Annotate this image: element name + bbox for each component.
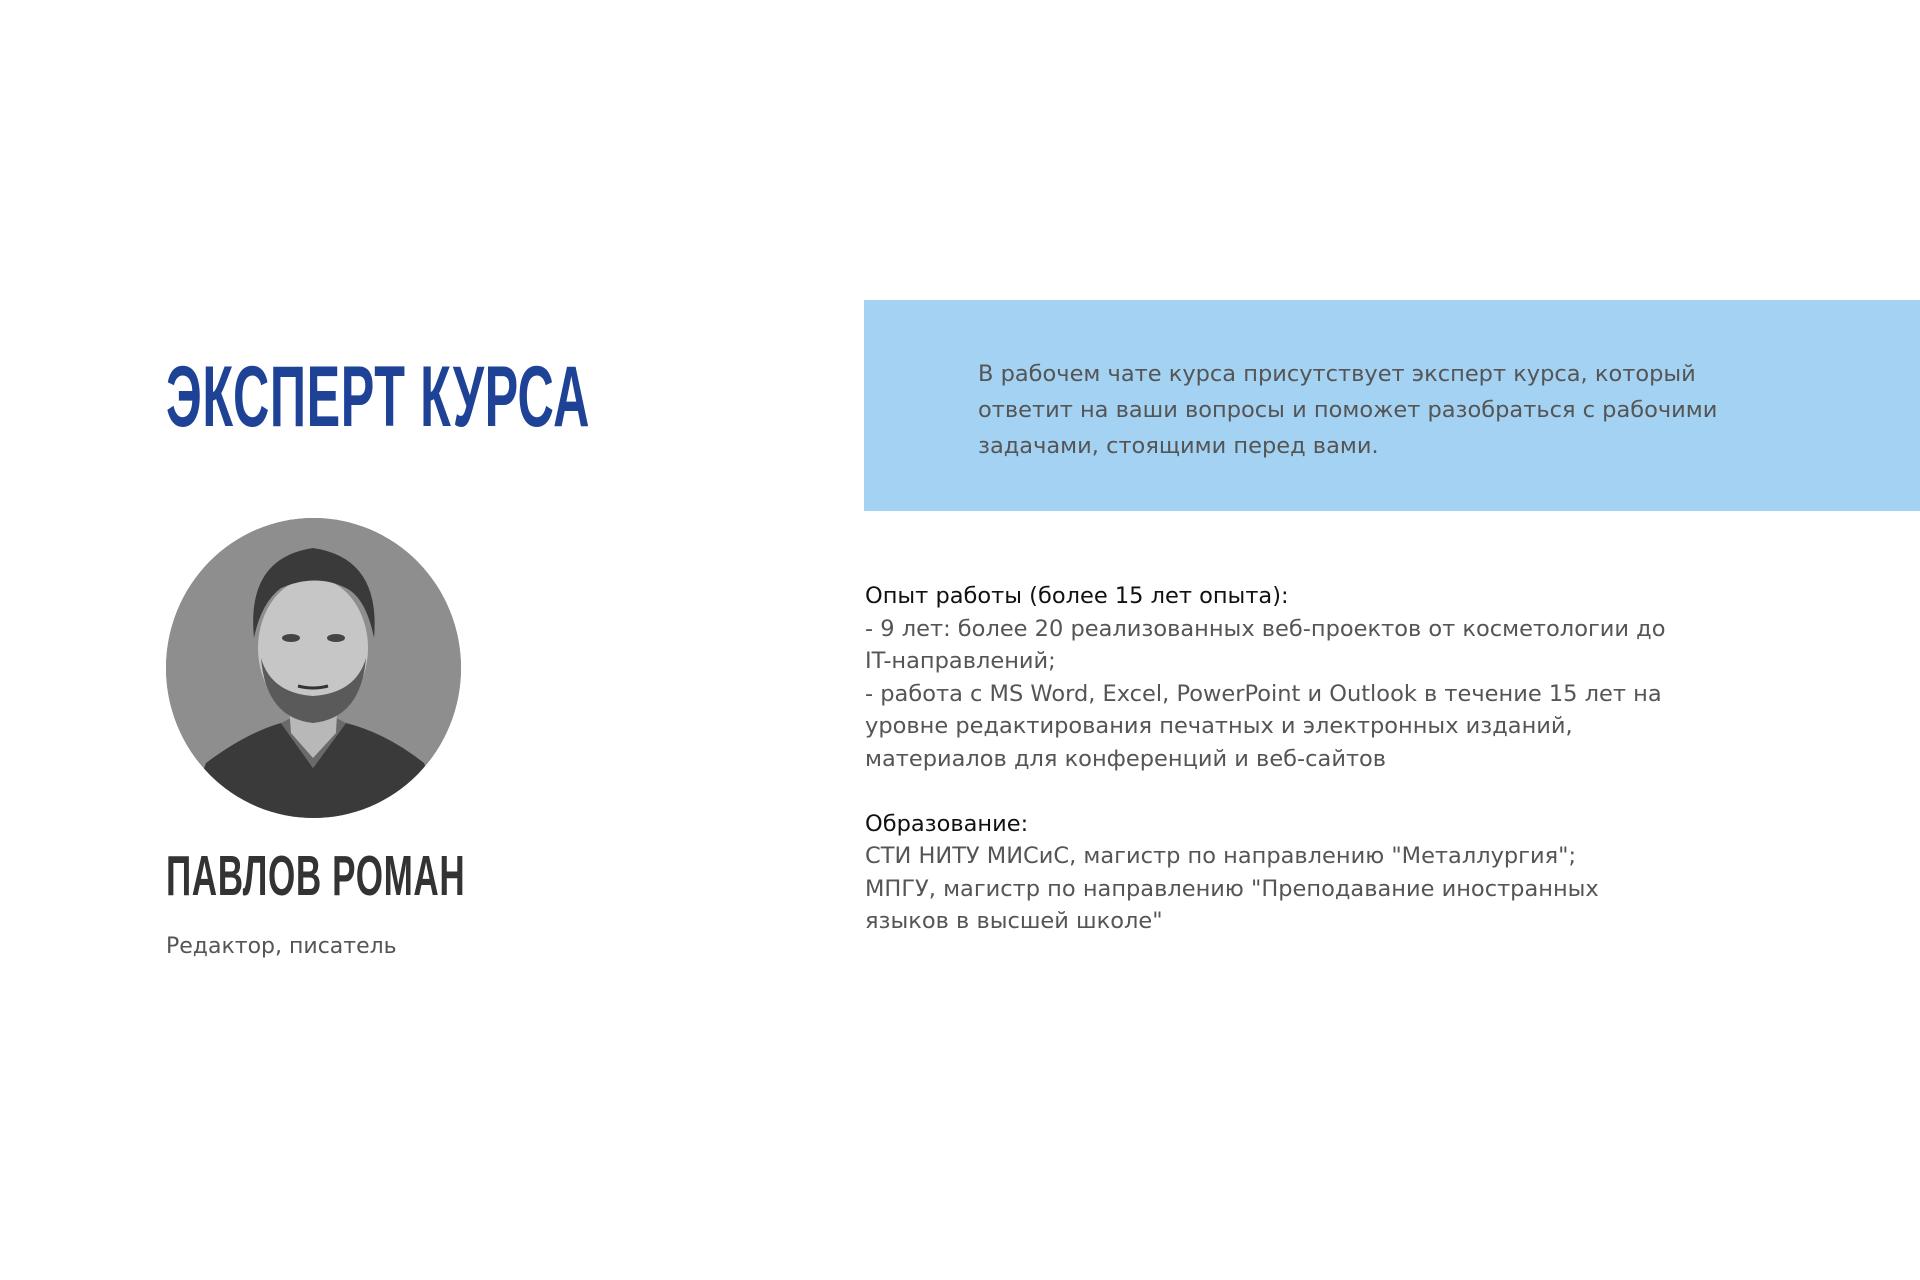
expert-role: Редактор, писатель: [166, 934, 397, 959]
education-line: СТИ НИТУ МИСиС, магистр по направлению "Металлургия";: [865, 843, 1577, 869]
avatar-photo-icon: [166, 518, 461, 818]
expert-avatar: [166, 518, 461, 818]
spacer: [865, 775, 1666, 808]
section-title: ЭКСПЕРТ КУРСА: [166, 349, 591, 445]
education-line: МПГУ, магистр по направлению "Преподавание иностранных: [865, 875, 1599, 902]
experience-line: материалов для конференций и веб-сайтов: [865, 745, 1387, 772]
info-line: задачами, стоящими перед вами.: [978, 433, 1379, 459]
education-line: языков в высшей школе": [865, 908, 1163, 934]
info-line: ответит на ваши вопросы и поможет разобраться с рабочими: [978, 397, 1718, 423]
experience-line: - 9 лет: более 20 реализованных веб-проектов от косметологии до: [865, 615, 1666, 642]
experience-line: IT-направлений;: [865, 648, 1056, 674]
experience-line: уровне редактирования печатных и электронных изданий,: [865, 713, 1573, 739]
experience-heading: Опыт работы (более 15 лет опыта):: [865, 583, 1289, 609]
experience-line: - работа с MS Word, Excel, PowerPoint и Outlook в течение 15 лет на: [865, 680, 1662, 707]
expert-name: ПАВЛОВ РОМАН: [166, 844, 466, 908]
expert-bio: [865, 580, 1666, 938]
info-line: В рабочем чате курса присутствует эксперт курса, который: [978, 361, 1696, 387]
info-box-text: [978, 356, 1717, 464]
education-heading: Образование:: [865, 810, 1029, 837]
info-box: [864, 300, 1920, 511]
